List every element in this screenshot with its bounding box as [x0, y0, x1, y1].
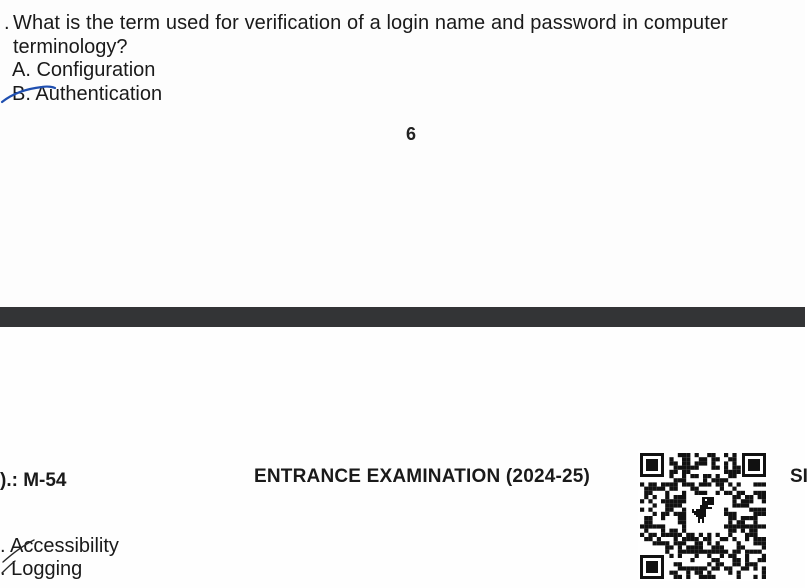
question-text-line1: What is the term used for verification of a login name and password in computer [13, 12, 728, 34]
header-right-fragment: SI [790, 466, 808, 487]
page-number: 6 [406, 124, 417, 144]
exam-title: ENTRANCE EXAMINATION (2024-25) [254, 466, 591, 487]
page-gap [0, 307, 805, 327]
question-number: . [4, 12, 10, 34]
option-b: B. Authentication [12, 83, 163, 105]
option-c: . Accessibility [0, 535, 119, 557]
qr-code [638, 451, 768, 581]
question-text-line2: terminology? [13, 36, 128, 58]
qr-finder-top-right [742, 453, 766, 477]
qr-finder-bottom-left [640, 555, 664, 579]
dinosaur-icon [688, 495, 718, 529]
option-a: A. Configuration [12, 59, 156, 81]
qr-finder-top-left [640, 453, 664, 477]
option-d: . Logging [0, 558, 83, 580]
exam-code: ).: M-54 [0, 470, 67, 491]
